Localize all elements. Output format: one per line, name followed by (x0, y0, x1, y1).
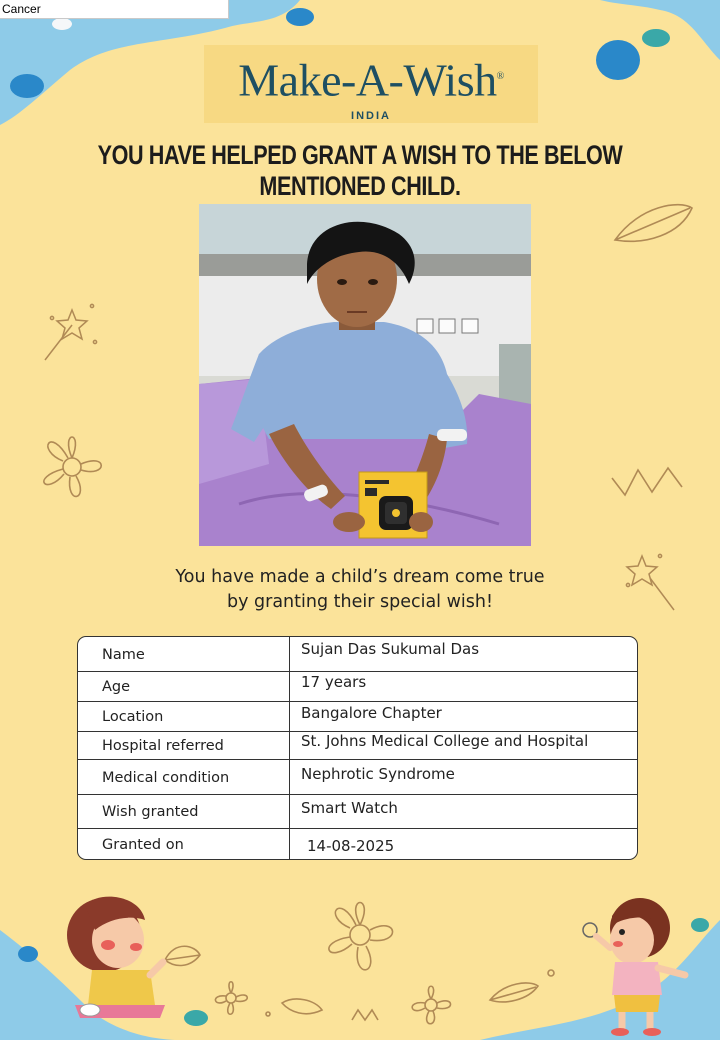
detail-row-condition (78, 760, 637, 795)
logo-name: Make-A-Wish (238, 54, 497, 106)
detail-label: Hospital referred (78, 732, 290, 759)
headline: YOU HAVE HELPED GRANT A WISH TO THE BELOW MENTIONED CHILD. (97, 140, 623, 201)
detail-value: 17 years (301, 673, 367, 691)
girl-illustration (67, 897, 165, 1018)
detail-row-wish (78, 795, 637, 829)
message-line-2: by granting their special wish! (227, 592, 493, 612)
detail-row-location (78, 702, 637, 732)
detail-label: Age (78, 672, 290, 701)
detail-value: Sujan Das Sukumal Das (301, 640, 480, 658)
detail-row-name (78, 637, 637, 672)
detail-row-hospital (78, 732, 637, 760)
detail-value: 14-08-2025 (307, 837, 395, 855)
detail-value: Nephrotic Syndrome (301, 765, 455, 783)
thank-you-message (0, 565, 720, 615)
detail-value: St. Johns Medical College and Hospital (301, 732, 589, 750)
wish-details-table (77, 636, 638, 860)
detail-label: Granted on (78, 829, 290, 860)
make-a-wish-logo (204, 45, 538, 123)
detail-label: Wish granted (78, 795, 290, 828)
detail-label: Name (78, 637, 290, 671)
detail-label: Medical condition (78, 760, 290, 794)
detail-row-age (78, 672, 637, 702)
document-tag: Cancer (0, 0, 229, 19)
message-line-1: You have made a child’s dream come true (175, 567, 545, 587)
detail-row-granted-on (78, 829, 637, 860)
detail-label: Location (78, 702, 290, 731)
detail-value: Bangalore Chapter (301, 704, 442, 722)
logo-country: INDIA (351, 110, 391, 123)
child-photo (199, 204, 531, 546)
detail-value: Smart Watch (301, 799, 398, 817)
registered-mark: ® (496, 71, 504, 82)
